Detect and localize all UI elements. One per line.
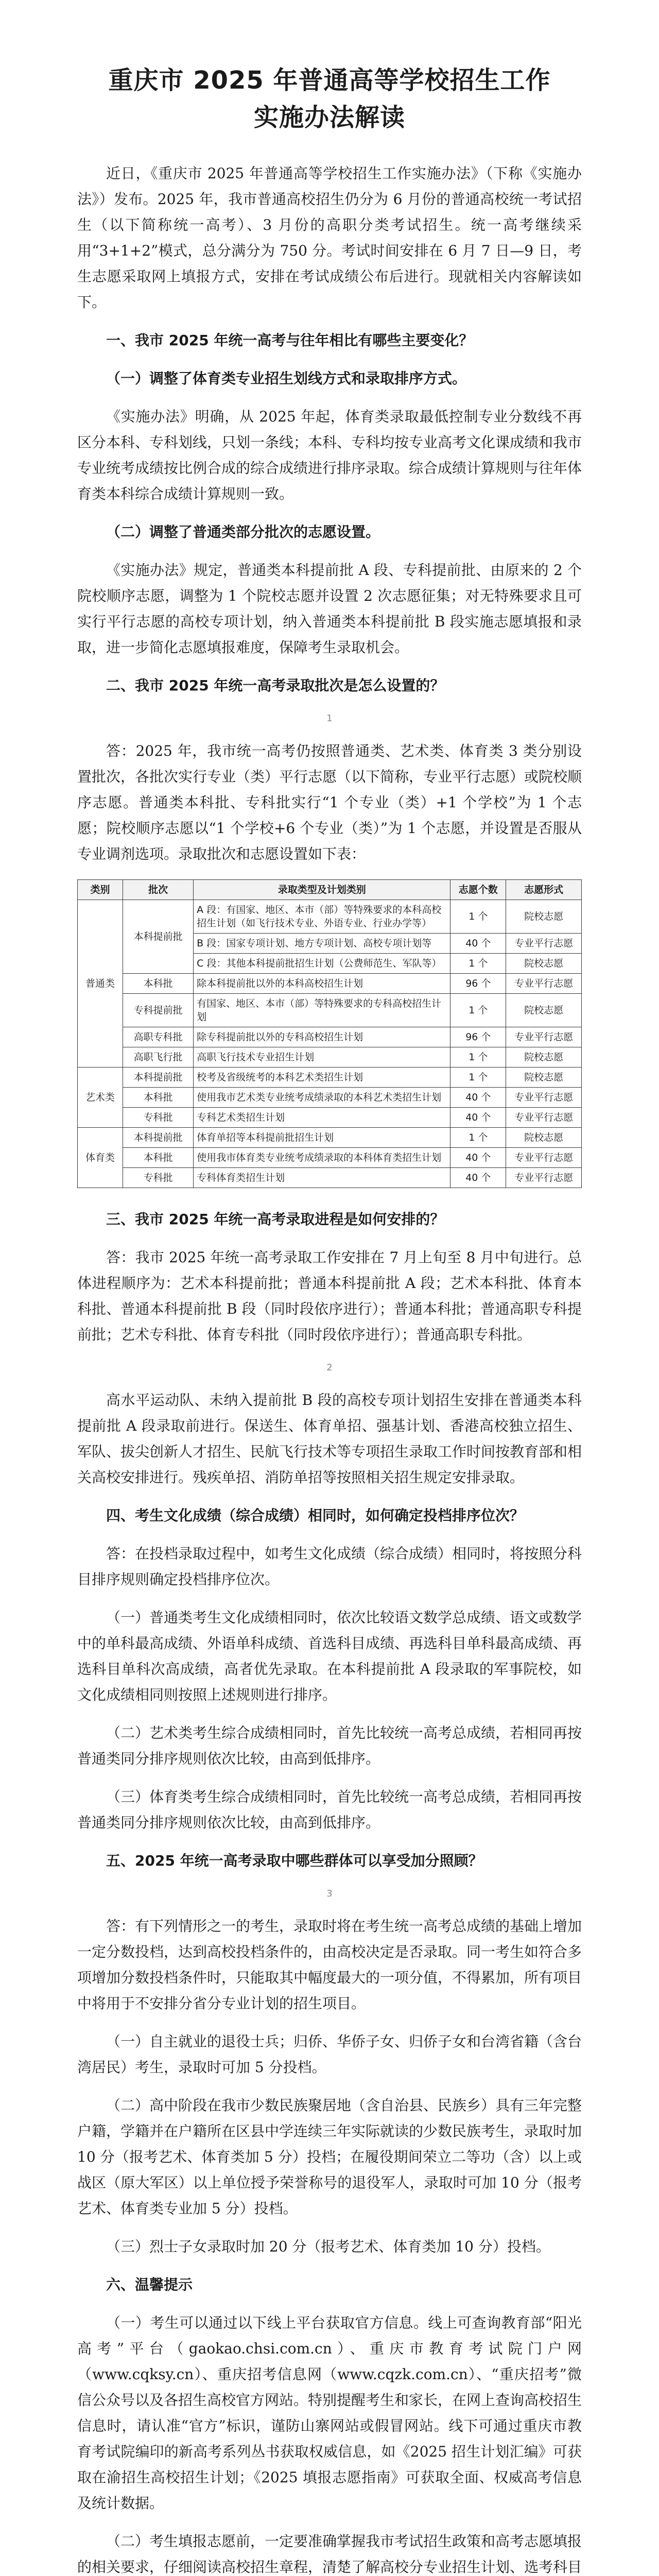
table-row (78, 1027, 582, 1047)
question-4: 四、考生文化成绩（综合成绩）相同时，如何确定投档排序位次？ (106, 1507, 525, 1524)
table-row (78, 994, 582, 1027)
question-5: 五、2025 年统一高考录取中哪些群体可以享受加分照顾？ (106, 1852, 483, 1869)
table-header: 批次 (123, 880, 194, 900)
table-cell: 1 个 (450, 1067, 506, 1088)
table-cell: A 段：有国家、地区、本市（部）等特殊要求的本科高校招生计划（如飞行技术专业、外语专业、行业办学等） (194, 900, 450, 934)
page-number: 3 (326, 1888, 333, 1899)
table-cell: 专科批 (123, 1108, 194, 1128)
table-cell: 专业平行志愿 (506, 974, 582, 994)
q1-answer-1: 《实施办法》明确，从 2025 年起，体育类录取最低控制专业分数线不再区分本科、专科划线，只划一条线；本科、专科均按专业高考文化课成绩和我市专业统考成绩按比例合成的综合成绩进行排序录取。综合成绩计算规则与往年体育类本科综合成绩计算规则一致。 (77, 408, 582, 502)
q3-answer: 答：我市 2025 年统一高考录取工作安排在 7 月上旬至 8 月中旬进行。总体进程顺序为：艺术本科提前批；普通本科提前批 A 段；艺术本科批、体育本科批、普通本科提前批 B 段（同时段依序进行）；普通本科批；普通高职专科提前批；艺术专科批、体育专科批（同时段依序进行）；普通高职专科批。 (77, 1249, 582, 1343)
table-cell: 使用我市艺术类专业统考成绩录取的本科艺术类招生计划 (194, 1088, 450, 1108)
table-cell: 校考及省级统考的本科艺术类招生计划 (194, 1067, 450, 1088)
table-cell: 体育类 (78, 1128, 123, 1188)
table-row (78, 900, 582, 934)
batch-table (77, 879, 582, 1188)
table-cell: 高职飞行批 (123, 1047, 194, 1067)
intro-paragraph: 近日，《重庆市 2025 年普通高等学校招生工作实施办法》（下称《实施办法》）发布。2025 年，我市普通高校招生仍分为 6 月份的普通高校统一考试招生（以下简称统一高考）、3 月份的高职分类考试招生。统一高考继续采用“3+1+2”模式，总分满分为 750 分。考试时间安排在 6 月 7 日—9 日，考生志愿采取网上填报方式，安排在考试成绩公布后进行。现就相关内容解读如下。 (77, 165, 582, 311)
table-cell: 使用我市体育类专业统考成绩录取的本科体育类招生计划 (194, 1148, 450, 1168)
document-title (77, 62, 582, 136)
table-header: 志愿形式 (506, 880, 582, 900)
table-row (78, 1148, 582, 1168)
table-cell: 本科批 (123, 1148, 194, 1168)
table-cell: 院校志愿 (506, 1128, 582, 1148)
table-cell: 专业平行志愿 (506, 1168, 582, 1188)
q2-answer: 答：2025 年，我市统一高考仍按照普通类、艺术类、体育类 3 类分别设置批次，各批次实行专业（类）平行志愿（以下简称，专业平行志愿）或院校顺序志愿。普通类本科批、专科批实行“1 个专业（类）+1 个学校”为 1 个志愿；院校顺序志愿以“1 个学校+6 个专业（类）”为 1 个志愿，并设置是否服从专业调剂选项。录取批次和志愿设置如下表： (77, 742, 582, 862)
q5-answer-3: （三）烈士子女录取时加 20 分（报考艺术、体育类加 10 分）投档。 (106, 2238, 550, 2255)
table-cell: 专科批 (123, 1168, 194, 1188)
table-cell: C 段：其他本科提前批招生计划（公费师范生、军队等） (194, 954, 450, 974)
table-cell: 96 个 (450, 1027, 506, 1047)
q3-answer-cont: 高水平运动队、未纳入提前批 B 段的高校专项计划招生安排在普通类本科提前批 A 段录取前进行。保送生、体育单招、强基计划、香港高校独立招生、军队、拔尖创新人才招生、民航飞行技术等专项招生录取工作时间按教育部和相关高校安排进行。残疾单招、消防单招等按照相关招生规定安排录取。 (77, 1392, 582, 1486)
table-row (78, 1067, 582, 1088)
table-row (78, 1047, 582, 1067)
page-number: 1 (326, 713, 333, 724)
q4-answer-3: （三）体育类考生综合成绩相同时，首先比较统一高考总成绩，若相同再按普通类同分排序规则依次比较，由高到低排序。 (77, 1788, 582, 1831)
table-cell: 40 个 (450, 934, 506, 954)
title-line-2: 实施办法解读 (253, 103, 405, 132)
table-cell: 40 个 (450, 1108, 506, 1128)
table-cell: 体育单招等本科提前批招生计划 (194, 1128, 450, 1148)
table-cell: 院校志愿 (506, 954, 582, 974)
table-cell: 专业平行志愿 (506, 1088, 582, 1108)
table-header: 志愿个数 (450, 880, 506, 900)
question-1: 一、我市 2025 年统一高考与往年相比有哪些主要变化？ (106, 332, 474, 349)
table-cell: 本科提前批 (123, 1128, 194, 1148)
q1-answer-1-heading: （一）调整了体育类专业招生划线方式和录取排序方式。 (106, 370, 467, 387)
table-cell: 院校志愿 (506, 994, 582, 1027)
table-cell: 院校志愿 (506, 1047, 582, 1067)
table-cell: 本科提前批 (123, 1067, 194, 1088)
table-cell: 1 个 (450, 954, 506, 974)
table-cell: 高职专科批 (123, 1027, 194, 1047)
table-cell: 1 个 (450, 1128, 506, 1148)
q1-answer-2-heading: （二）调整了普通类部分批次的志愿设置。 (106, 523, 380, 540)
question-2: 二、我市 2025 年统一高考录取批次是怎么设置的？ (106, 677, 445, 694)
table-cell: 1 个 (450, 994, 506, 1027)
table-row (78, 1088, 582, 1108)
title-line-1: 重庆市 2025 年普通高等学校招生工作 (108, 66, 551, 95)
page-number: 2 (326, 1362, 333, 1373)
table-cell: 40 个 (450, 1088, 506, 1108)
question-3: 三、我市 2025 年统一高考录取进程是如何安排的？ (106, 1211, 445, 1228)
q6-answer-1: （一）考生可以通过以下线上平台获取官方信息。线上可查询教育部“阳光高考”平台（gaokao.chsi.com.cn）、重庆市教育考试院门户网（www.cqksy.cn）、重庆招考信息网（www.cqzk.com.cn）、“重庆招考”微信公众号以及各招生高校官方网站。特别提醒考生和家长，在网上查询高校招生信息时，请认准“官方”标识，谨防山寨网站或假冒网站。线下可通过重庆市教育考试院编印的新高考系列丛书获取权威信息，如《2025 招生计划汇编》可获取在渝招生高校招生计划；《2025 填报志愿指南》可获取全面、权威高考信息及统计数据。 (77, 2314, 582, 2512)
table-cell: 专业平行志愿 (506, 934, 582, 954)
q6-answer-2: （二）考生填报志愿前，一定要准确掌握我市考试招生政策和高考志愿填报的相关要求，仔细阅读高校招生章程，清楚了解高校分专业招生计划、选考科目 (77, 2533, 582, 2575)
question-6: 六、温馨提示 (106, 2276, 193, 2293)
q4-answer: 答：在投档录取过程中，如考生文化成绩（综合成绩）相同时，将按照分科目排序规则确定投档排序位次。 (77, 1545, 582, 1588)
q4-answer-2: （二）艺术类考生综合成绩相同时，首先比较统一高考总成绩，若相同再按普通类同分排序规则依次比较，由高到低排序。 (77, 1724, 582, 1767)
table-cell: 专业平行志愿 (506, 1027, 582, 1047)
table-cell: 专科提前批 (123, 994, 194, 1027)
q1-answer-2: 《实施办法》规定，普通类本科提前批 A 段、专科提前批、由原来的 2 个院校顺序志愿，调整为 1 个院校志愿并设置 2 次志愿征集；对无特殊要求且可实行平行志愿的高校专项计划，纳入普通类本科提前批 B 段实施志愿填报和录取，进一步简化志愿填报难度，保障考生录取机会。 (77, 562, 582, 656)
table-cell: 本科提前批 (123, 900, 194, 974)
table-cell: 专业平行志愿 (506, 1108, 582, 1128)
table-cell: 专业平行志愿 (506, 1148, 582, 1168)
table-cell: 专科艺术类招生计划 (194, 1108, 450, 1128)
table-cell: 本科批 (123, 1088, 194, 1108)
table-cell: 96 个 (450, 974, 506, 994)
q4-answer-1: （一）普通类考生文化成绩相同时，依次比较语文数学总成绩、语文或数学中的单科最高成绩、外语单科成绩、首选科目成绩、再选科目单科最高成绩、再选科目单科次高成绩，高者优先录取。在本科提前批 A 段录取的军事院校，如文化成绩相同则按照上述规则进行排序。 (77, 1609, 582, 1703)
table-header: 录取类型及计划类别 (194, 880, 450, 900)
table-cell: 院校志愿 (506, 1067, 582, 1088)
q5-answer-2: （二）高中阶段在我市少数民族聚居地（含自治县、民族乡）具有三年完整户籍，学籍并在户籍所在区县中学连续三年实际就读的少数民族考生，录取时加 10 分（报考艺术、体育类加 5 分）投档；在履役期间荣立二等功（含）以上或战区（原大军区）以上单位授予荣誉称号的退役军人，录取时可加 10 分（报考艺术、体育类专业加 5 分）投档。 (77, 2097, 582, 2217)
table-cell: 本科批 (123, 974, 194, 994)
table-cell: 普通类 (78, 900, 123, 1067)
table-cell: 1 个 (450, 900, 506, 934)
table-cell: 专科体育类招生计划 (194, 1168, 450, 1188)
table-cell: 40 个 (450, 1148, 506, 1168)
table-row (78, 974, 582, 994)
table-cell: 40 个 (450, 1168, 506, 1188)
table-header-row (78, 880, 582, 900)
table-cell: 有国家、地区、本市（部）等特殊要求的专科高校招生计划 (194, 994, 450, 1027)
table-cell: 艺术类 (78, 1067, 123, 1128)
table-cell: 1 个 (450, 1047, 506, 1067)
table-row (78, 1168, 582, 1188)
q5-answer: 答：有下列情形之一的考生，录取时将在考生统一高考总成绩的基础上增加一定分数投档，达到高校投档条件的，由高校决定是否录取。同一考生如符合多项增加分数投档条件时，只能取其中幅度最大的一项分值，不得累加，所有项目中将用于不安排分省分专业计划的招生项目。 (77, 1918, 582, 2012)
table-header: 类别 (78, 880, 123, 900)
table-row (78, 1128, 582, 1148)
q5-answer-1: （一）自主就业的退役士兵；归侨、华侨子女、归侨子女和台湾省籍（含台湾居民）考生，录取时可加 5 分投档。 (77, 2033, 582, 2076)
table-cell: B 段：国家专项计划、地方专项计划、高校专项计划等 (194, 934, 450, 954)
table-cell: 除本科提前批以外的本科高校招生计划 (194, 974, 450, 994)
table-cell: 除专科提前批以外的专科高校招生计划 (194, 1027, 450, 1047)
table-cell: 院校志愿 (506, 900, 582, 934)
table-cell: 高职飞行技术专业招生计划 (194, 1047, 450, 1067)
table-row (78, 1108, 582, 1128)
